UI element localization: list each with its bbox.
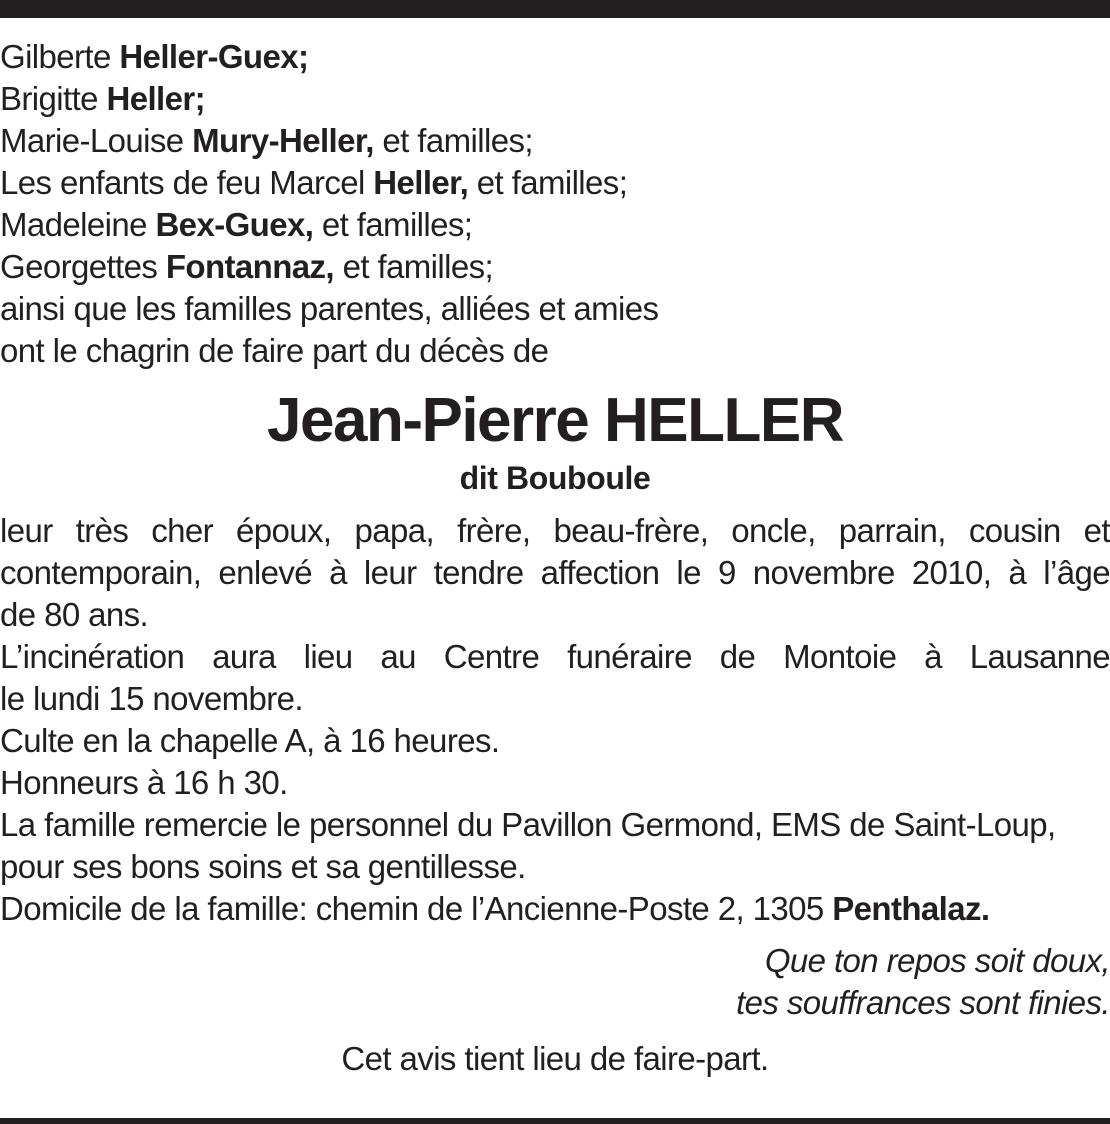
family-line: Brigitte Heller; — [0, 80, 205, 117]
word: leur — [0, 512, 53, 549]
word: oncle, — [731, 512, 816, 549]
body-line-justified — [0, 636, 1110, 678]
word: cousin — [968, 512, 1061, 549]
top-rule — [0, 0, 1110, 18]
word: à — [924, 638, 942, 675]
word: parrain, — [838, 512, 946, 549]
word: contemporain, — [0, 554, 202, 591]
honours-time: Honneurs à 16 h 30. — [0, 764, 288, 801]
thanks-line: pour ses bons soins et sa gentillesse. — [0, 848, 526, 885]
families-list — [0, 36, 1110, 288]
farewell-quote — [0, 940, 1110, 1024]
address-place: Penthalaz. — [832, 890, 990, 927]
word: affection — [540, 554, 660, 591]
word: à — [329, 554, 347, 591]
word: Lausanne — [969, 638, 1110, 675]
word: à — [1008, 554, 1027, 591]
word: funéraire — [567, 638, 692, 675]
family-address: Domicile de la famille: chemin de l’Ancienne-Poste 2, 1305 Penthalaz. — [0, 890, 990, 927]
quote-line: Que ton repos soit doux, — [764, 942, 1110, 979]
word: de — [719, 638, 756, 675]
bottom-rule — [0, 1118, 1110, 1124]
word: 2010, — [911, 554, 992, 591]
obituary-notice — [0, 36, 1110, 1080]
word: l’âge — [1043, 554, 1110, 591]
word: frère, — [457, 512, 531, 549]
intro-line: ainsi que les familles parentes, alliées et amies — [0, 290, 659, 327]
word: papa, — [354, 512, 435, 549]
word: époux, — [236, 512, 332, 549]
word: très — [75, 512, 129, 549]
word: leur — [363, 554, 417, 591]
intro-line: ont le chagrin de faire part du décès de — [0, 332, 549, 369]
body-line-justified — [0, 510, 1110, 552]
deceased-nickname: dit Bouboule — [459, 460, 651, 496]
word: L’incinération — [0, 638, 185, 675]
word: enlevé — [218, 554, 313, 591]
word: 9 — [717, 554, 736, 591]
body-line-justified — [0, 552, 1110, 594]
word: novembre — [752, 554, 895, 591]
closing-note: Cet avis tient lieu de faire-part. — [341, 1040, 769, 1077]
word: aura — [212, 638, 276, 675]
word: cher — [151, 512, 214, 549]
family-line: Madeleine Bex-Guex, et familles; — [0, 206, 473, 243]
body-line: de 80 ans. — [0, 596, 149, 633]
word: au — [380, 638, 416, 675]
word: Centre — [443, 638, 540, 675]
word: et — [1083, 512, 1110, 549]
family-line: Georgettes Fontannaz, et familles; — [0, 248, 494, 285]
thanks-line: La famille remercie le personnel du Pavillon Germond, EMS de Saint-Loup, — [0, 806, 1056, 843]
word: lieu — [303, 638, 353, 675]
ceremony-time: Culte en la chapelle A, à 16 heures. — [0, 722, 500, 759]
word: tendre — [433, 554, 524, 591]
body-line: le lundi 15 novembre. — [0, 680, 303, 717]
family-line: Les enfants de feu Marcel Heller, et familles; — [0, 164, 628, 201]
word: le — [676, 554, 701, 591]
word: beau-frère, — [553, 512, 709, 549]
quote-line: tes souffrances sont finies. — [736, 984, 1110, 1021]
family-line: Gilberte Heller-Guex; — [0, 38, 309, 75]
deceased-name: Jean-Pierre HELLER — [267, 386, 843, 455]
word: Montoie — [783, 638, 897, 675]
family-line: Marie-Louise Mury-Heller, et familles; — [0, 122, 533, 159]
